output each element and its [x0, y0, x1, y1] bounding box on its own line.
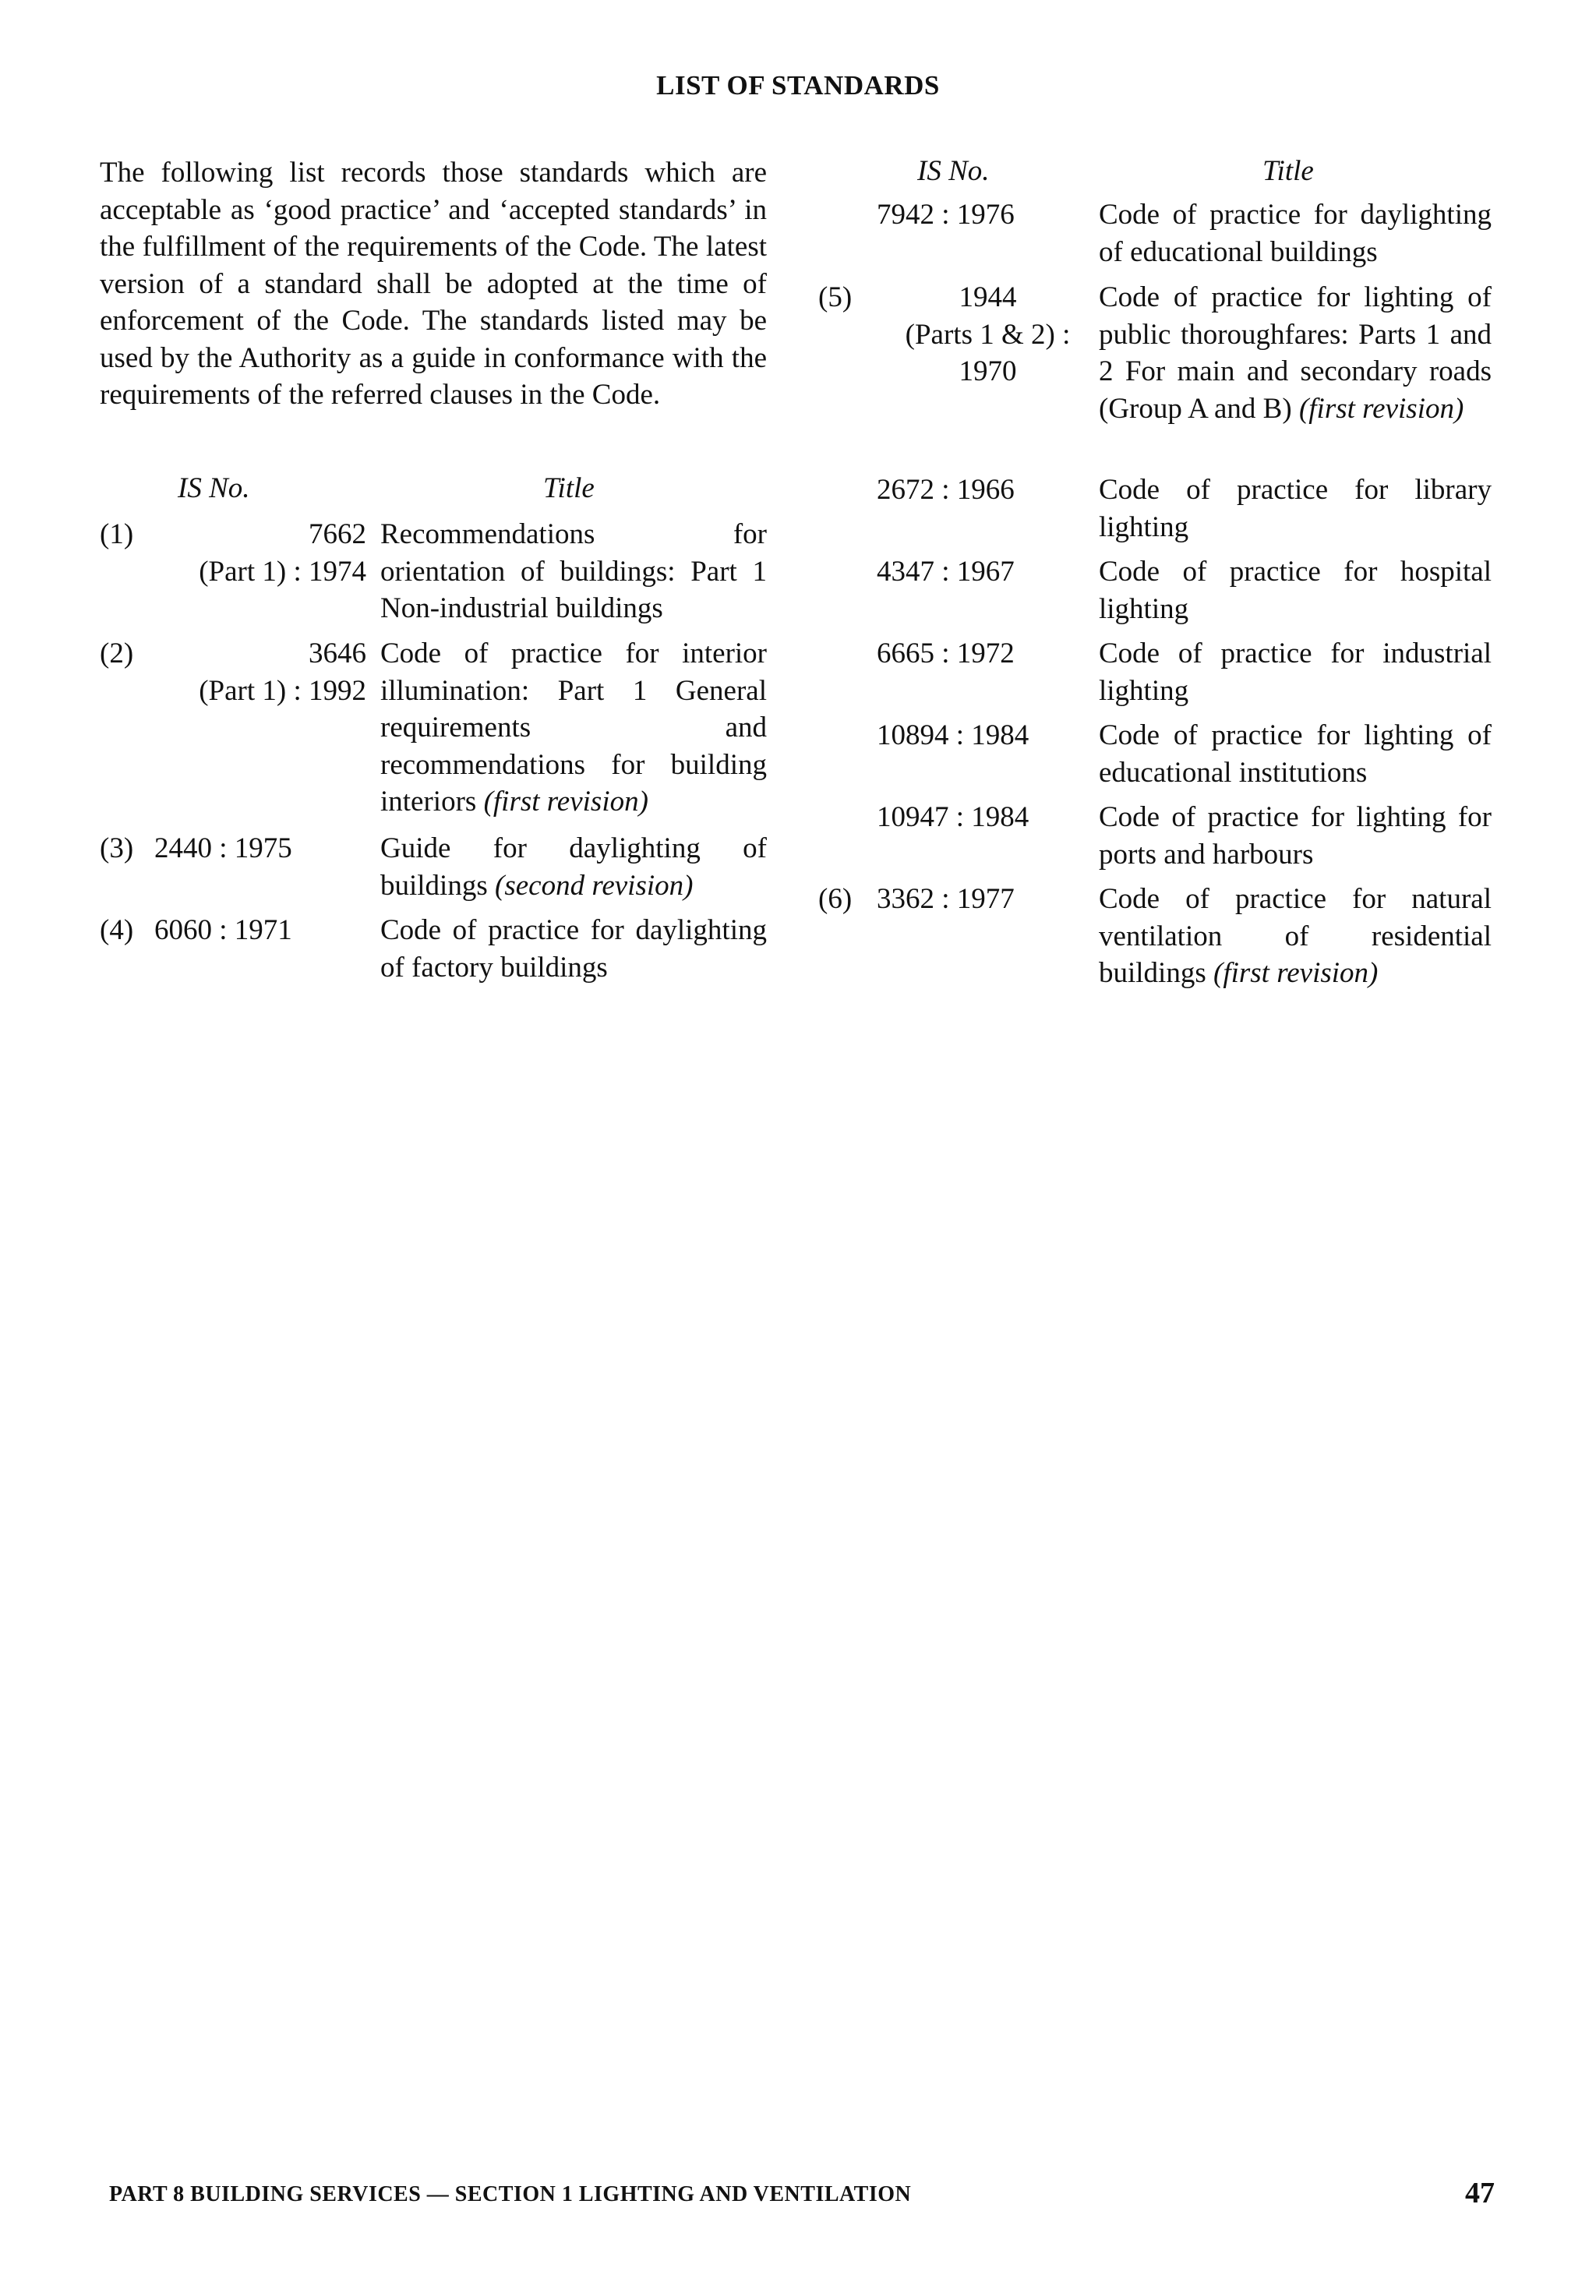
entry-is-no: 10947 : 1984 — [877, 801, 1029, 833]
entry-number: (1) — [100, 518, 134, 550]
entry-number — [818, 472, 877, 546]
entry-title-text: Code of practice for lighting of educational institutions — [1099, 719, 1492, 789]
standard-entry-10947 — [818, 799, 1492, 873]
entry-is-no: 3362 : 1977 — [877, 883, 1015, 915]
entry-title-text: Code of practice for daylighting of educational buildings — [1099, 199, 1492, 268]
standard-entry-6 — [818, 881, 1492, 992]
left-is-no-header: IS No. — [178, 472, 250, 504]
left-title-header: Title — [543, 472, 595, 504]
entry-title-text: Guide for daylighting of buildings — [380, 832, 767, 902]
entry-number: (4) — [100, 914, 134, 946]
standard-entry-3 — [100, 830, 767, 904]
right-title-header: Title — [1262, 155, 1314, 187]
entry-number — [818, 196, 877, 270]
entry-title — [1099, 279, 1492, 427]
intro-paragraph: The following list records those standards which are acceptable as ‘good practice’ and ‘accepted standards’ in the fulfillment of the requirements of the Code. The latest version of a standard shall be adopted at the time of enforcement of the Code. The standards listed may be used by the Authority as a guide in conformance with the requirements of the referred clauses in the Code. — [100, 157, 767, 411]
entry-revision: (second revision) — [495, 869, 694, 902]
entry-number: (2) — [100, 638, 134, 669]
entry-revision: (first revision) — [1298, 392, 1464, 425]
entry-number — [818, 553, 877, 627]
entry-is-no: 6665 : 1972 — [877, 638, 1015, 669]
entry-is-no: 3646 (Part 1) : 1992 — [199, 638, 366, 707]
standard-entry-5 — [818, 279, 1492, 427]
entry-title — [1099, 881, 1492, 992]
entry-title — [1099, 635, 1492, 709]
entry-number — [818, 717, 877, 791]
entry-title-text: Code of practice for industrial lighting — [1099, 638, 1492, 707]
entry-is-no: 2440 : 1975 — [154, 832, 292, 864]
entry-revision: (first revision) — [1213, 957, 1379, 989]
entry-title-text: Code of practice for library lighting — [1099, 474, 1492, 543]
entry-is-no: 4347 : 1967 — [877, 556, 1015, 588]
entry-is-no: 2672 : 1966 — [877, 474, 1015, 506]
entry-number: (3) — [100, 832, 134, 864]
entry-is-no: 10894 : 1984 — [877, 719, 1029, 751]
standard-entry-2672 — [818, 472, 1492, 546]
standard-entry-7942 — [818, 196, 1492, 270]
standard-entry-2 — [100, 635, 767, 821]
entry-number: (6) — [818, 883, 853, 915]
standard-entry-1 — [100, 516, 767, 627]
entry-title-text: Code of practice for daylighting of factory buildings — [380, 914, 767, 984]
page-number: 47 — [1465, 2177, 1495, 2209]
standard-entry-4 — [100, 912, 767, 986]
entry-title — [380, 912, 767, 986]
entry-title — [1099, 553, 1492, 627]
entry-number: (5) — [818, 281, 853, 313]
entry-number — [818, 799, 877, 873]
entry-title-text: Code of practice for natural ventilation of residential buildings — [1099, 883, 1492, 989]
entry-number — [818, 635, 877, 709]
entry-title-text: Code of practice for hospital lighting — [1099, 556, 1492, 625]
entry-title — [1099, 472, 1492, 546]
entry-title — [380, 516, 767, 627]
entry-title — [380, 830, 767, 904]
entry-title-text: Code of practice for lighting of public thoroughfares: Parts 1 and 2 For main and secondary roads (Group A and B) — [1099, 281, 1492, 425]
entry-title — [1099, 717, 1492, 791]
entry-is-no: 7662 (Part 1) : 1974 — [199, 518, 366, 588]
right-is-no-header: IS No. — [917, 155, 990, 187]
entry-is-no: 7942 : 1976 — [877, 199, 1015, 231]
entry-is-no: 6060 : 1971 — [154, 914, 292, 946]
entry-title — [1099, 196, 1492, 270]
entry-is-no: 1944 (Parts 1 & 2) : 1970 — [905, 281, 1071, 387]
entry-title-text: Recommendations for orientation of buildings: Part 1 Non-industrial buildings — [380, 518, 767, 624]
page-title: LIST OF STANDARDS — [656, 70, 940, 101]
footer-section-label: PART 8 BUILDING SERVICES — SECTION 1 LIGHTING AND VENTILATION — [109, 2182, 912, 2206]
entry-title — [380, 635, 767, 821]
entry-title — [1099, 799, 1492, 873]
entry-title-text: Code of practice for interior illumination: Part 1 General requirements and recommendations for building interiors — [380, 638, 767, 818]
standard-entry-4347 — [818, 553, 1492, 627]
standard-entry-6665 — [818, 635, 1492, 709]
entry-title-text: Code of practice for lighting for ports and harbours — [1099, 801, 1492, 871]
entry-revision: (first revision) — [483, 786, 648, 818]
standard-entry-10894 — [818, 717, 1492, 791]
